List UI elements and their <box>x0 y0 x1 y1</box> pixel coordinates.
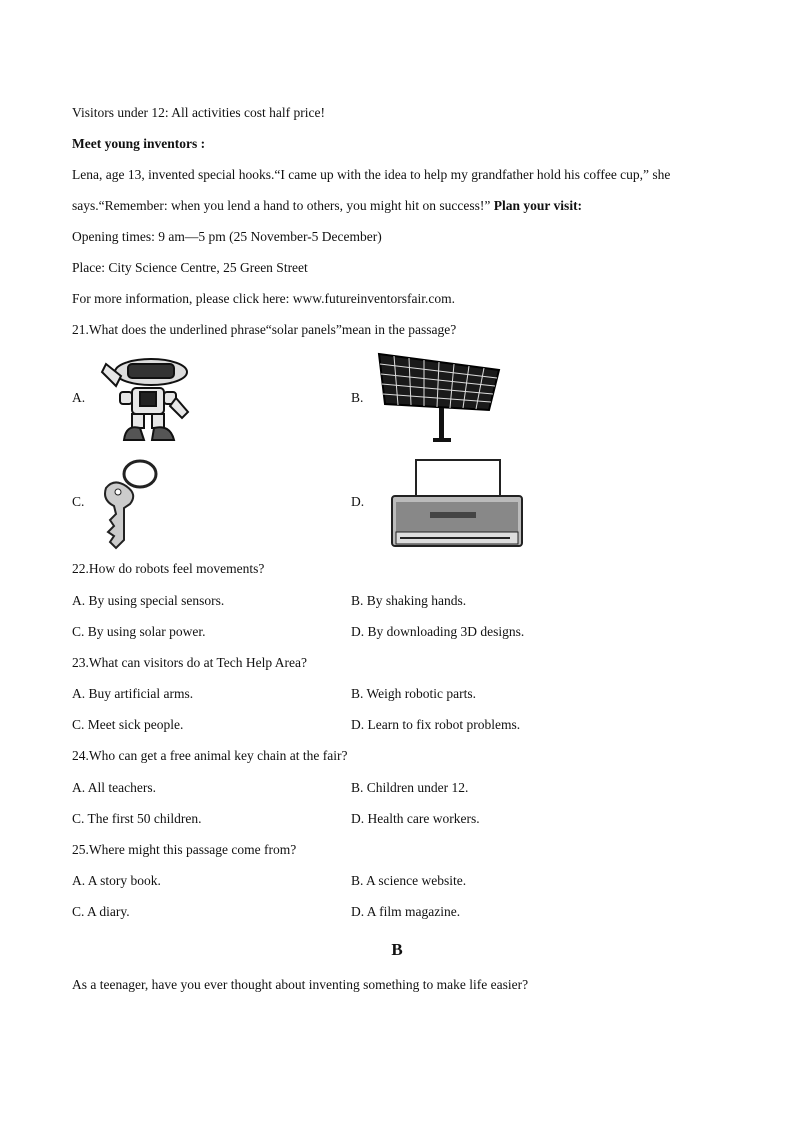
q22-option-d[interactable]: D. By downloading 3D designs. <box>351 624 525 639</box>
question-text: What does the underlined phrase“solar panels”mean in the passage? <box>88 322 457 337</box>
lena-paragraph-line-1: Lena, age 13, invented special hooks.“I came up with the idea to help my grandfather hold his coffee cup,” she <box>72 167 671 182</box>
solar-panel-icon <box>375 352 505 444</box>
plan-your-visit-heading: Plan your visit: <box>493 198 583 213</box>
section-b-intro: As a teenager, have you ever thought about inventing something to make life easier? <box>72 977 529 992</box>
q25-option-b[interactable]: B. A science website. <box>351 873 467 888</box>
lena-quote-end: says.“Remember: when you lend a hand to others, you might hit on success!” <box>72 198 491 213</box>
q21-option-a-letter: A. <box>72 390 86 405</box>
q22-option-b[interactable]: B. By shaking hands. <box>351 593 467 608</box>
question-24 <box>72 747 347 765</box>
question-number: 24. <box>72 748 89 763</box>
more-info-text: For more information, please click here: www.futureinventorsfair.com. <box>72 291 456 306</box>
q23-option-c[interactable]: C. Meet sick people. <box>72 717 184 732</box>
q23-option-b[interactable]: B. Weigh robotic parts. <box>351 686 477 701</box>
section-b-heading: B <box>391 940 403 959</box>
opening-times-text: Opening times: 9 am—5 pm (25 November-5 December) <box>72 229 382 244</box>
q23-option-d[interactable]: D. Learn to fix robot problems. <box>351 717 521 732</box>
robot-icon <box>96 354 196 444</box>
q24-option-a[interactable]: A. All teachers. <box>72 780 156 795</box>
q25-option-d[interactable]: D. A film magazine. <box>351 904 461 919</box>
q22-option-a[interactable]: A. By using special sensors. <box>72 593 225 608</box>
q21-option-d-letter: D. <box>351 494 365 509</box>
question-text: How do robots feel movements? <box>88 561 265 576</box>
question-text: Where might this passage come from? <box>88 842 297 857</box>
q24-option-b[interactable]: B. Children under 12. <box>351 780 469 795</box>
question-25 <box>72 841 296 859</box>
question-text: What can visitors do at Tech Help Area? <box>88 655 307 670</box>
q25-option-c[interactable]: C. A diary. <box>72 904 130 919</box>
lena-paragraph-line-2 <box>72 197 582 215</box>
visitors-under-12-text: Visitors under 12: All activities cost half price! <box>72 105 326 120</box>
question-number: 25. <box>72 842 89 857</box>
question-number: 22. <box>72 561 89 576</box>
question-text: Who can get a free animal key chain at the fair? <box>88 748 348 763</box>
question-number: 21. <box>72 322 89 337</box>
q24-option-c[interactable]: C. The first 50 children. <box>72 811 202 826</box>
key-icon <box>96 456 166 552</box>
question-22 <box>72 560 264 578</box>
q21-option-c-letter: C. <box>72 494 85 509</box>
printer-icon <box>390 458 524 550</box>
q25-option-a[interactable]: A. A story book. <box>72 873 161 888</box>
q22-option-c[interactable]: C. By using solar power. <box>72 624 206 639</box>
place-text: Place: City Science Centre, 25 Green Street <box>72 260 308 275</box>
question-23 <box>72 654 307 672</box>
q21-option-b-letter: B. <box>351 390 364 405</box>
q23-option-a[interactable]: A. Buy artificial arms. <box>72 686 194 701</box>
question-number: 23. <box>72 655 89 670</box>
q24-option-d[interactable]: D. Health care workers. <box>351 811 480 826</box>
meet-young-inventors-heading: Meet young inventors : <box>72 136 206 151</box>
question-21 <box>72 321 456 339</box>
